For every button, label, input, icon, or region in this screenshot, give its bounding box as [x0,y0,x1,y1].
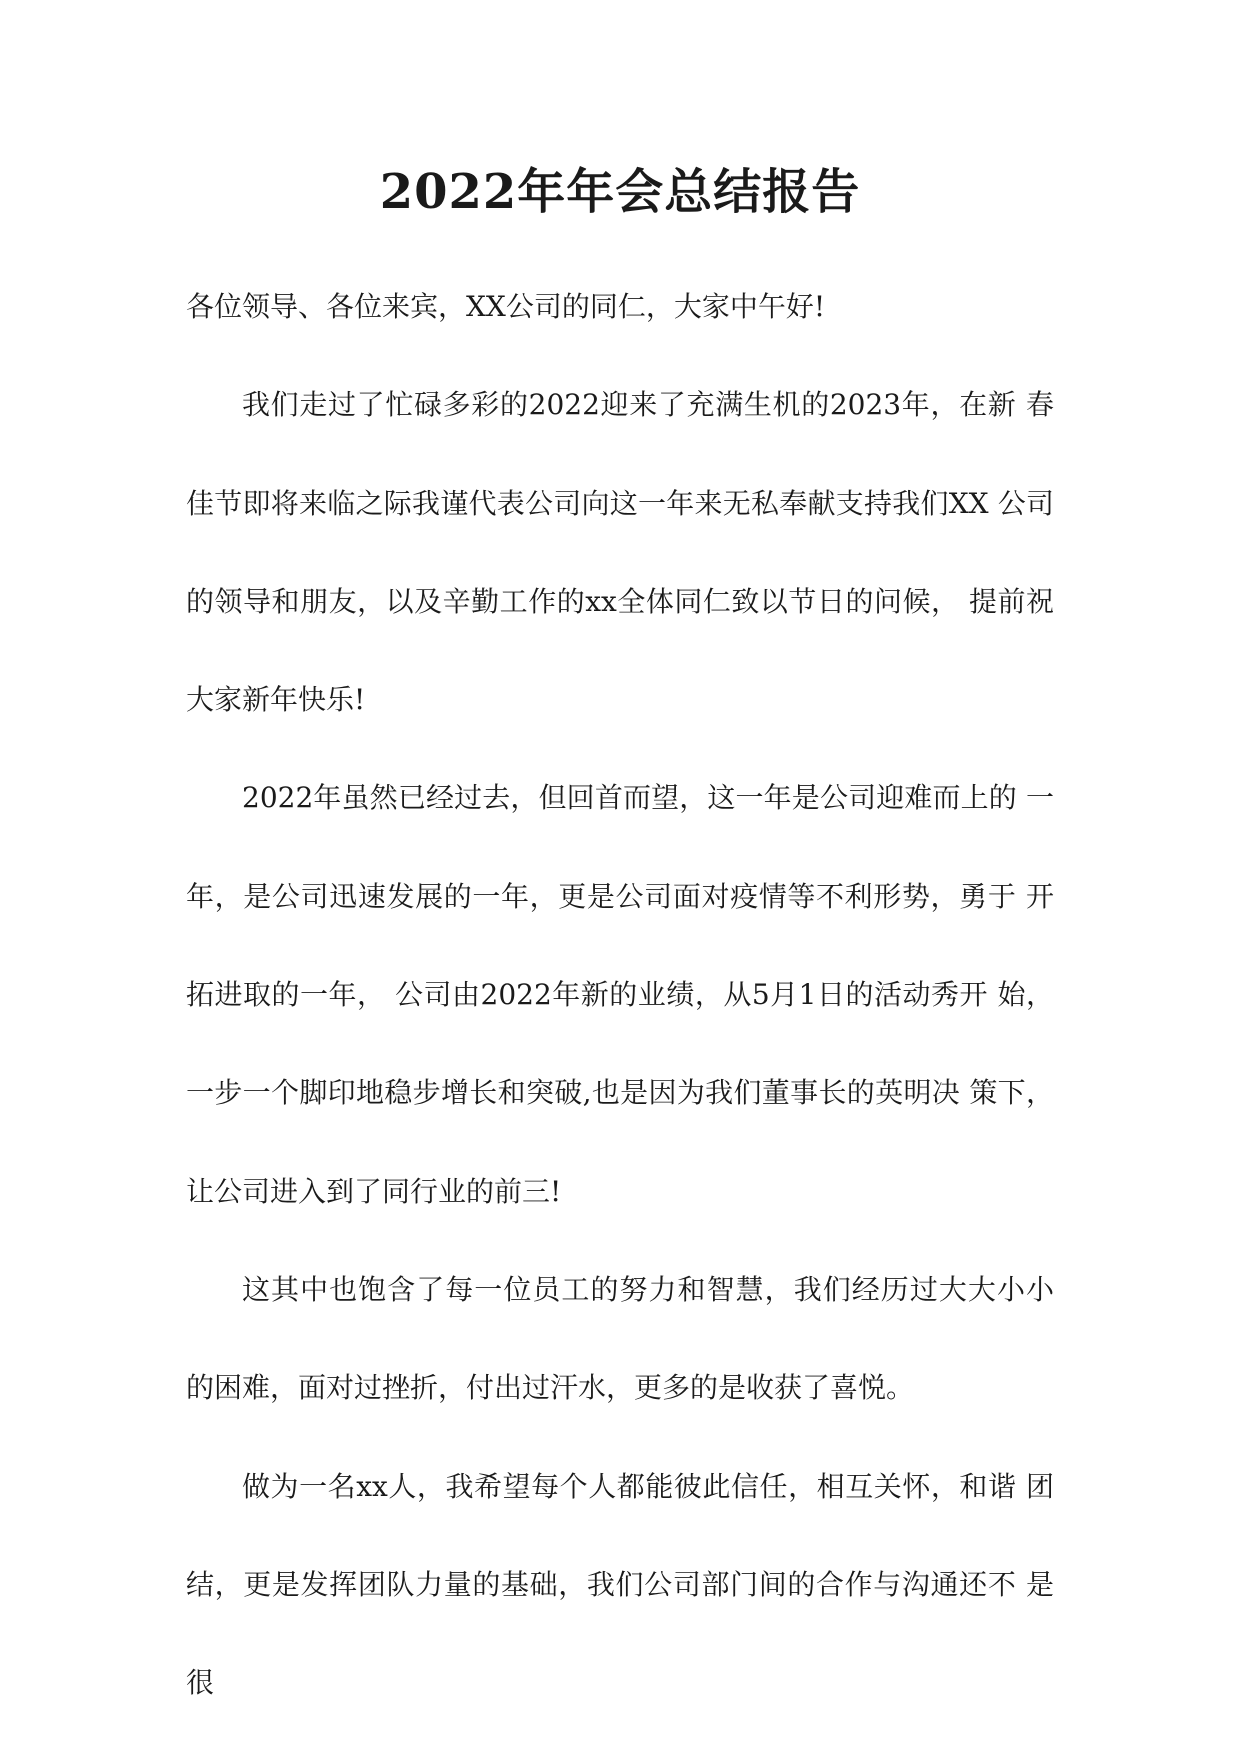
body-paragraph: 2022年虽然已经过去，但回首而望，这一年是公司迎难而上的 一年，是公司迅速发展的一年，更是公司面对疫情等不利形势，勇于 开拓进取的一年， 公司由2022年新的业绩，从5月1日的活动秀开 始，一步一个脚印地稳步增长和突破,也是因为我们董事长的英明决 策下，让公司进入到了同行业的前三! [186,781,1054,1208]
document-title: 2022年年会总结报告 [379,164,861,220]
greeting-paragraph: 各位领导、各位来宾，XX公司的同仁，大家中午好! [186,290,826,323]
body-paragraph: 做为一名xx人，我希望每个人都能彼此信任，相互关怀，和谐 团结，更是发挥团队力量的基础，我们公司部门间的合作与沟通还不 是很 [186,1469,1054,1700]
body-paragraph: 这其中也饱含了每一位员工的努力和智慧，我们经历过大大小小 的困难，面对过挫折，付出过汗水，更多的是收获了喜悦。 [186,1272,1054,1405]
body-paragraph: 我们走过了忙碌多彩的2022迎来了充满生机的2023年，在新 春佳节即将来临之际我谨代表公司向这一年来无私奉献支持我们XX 公司的领导和朋友，以及辛勤工作的xx全体同仁致以节日的问候， 提前祝大家新年快乐! [186,388,1054,717]
document-body [186,258,1054,1732]
